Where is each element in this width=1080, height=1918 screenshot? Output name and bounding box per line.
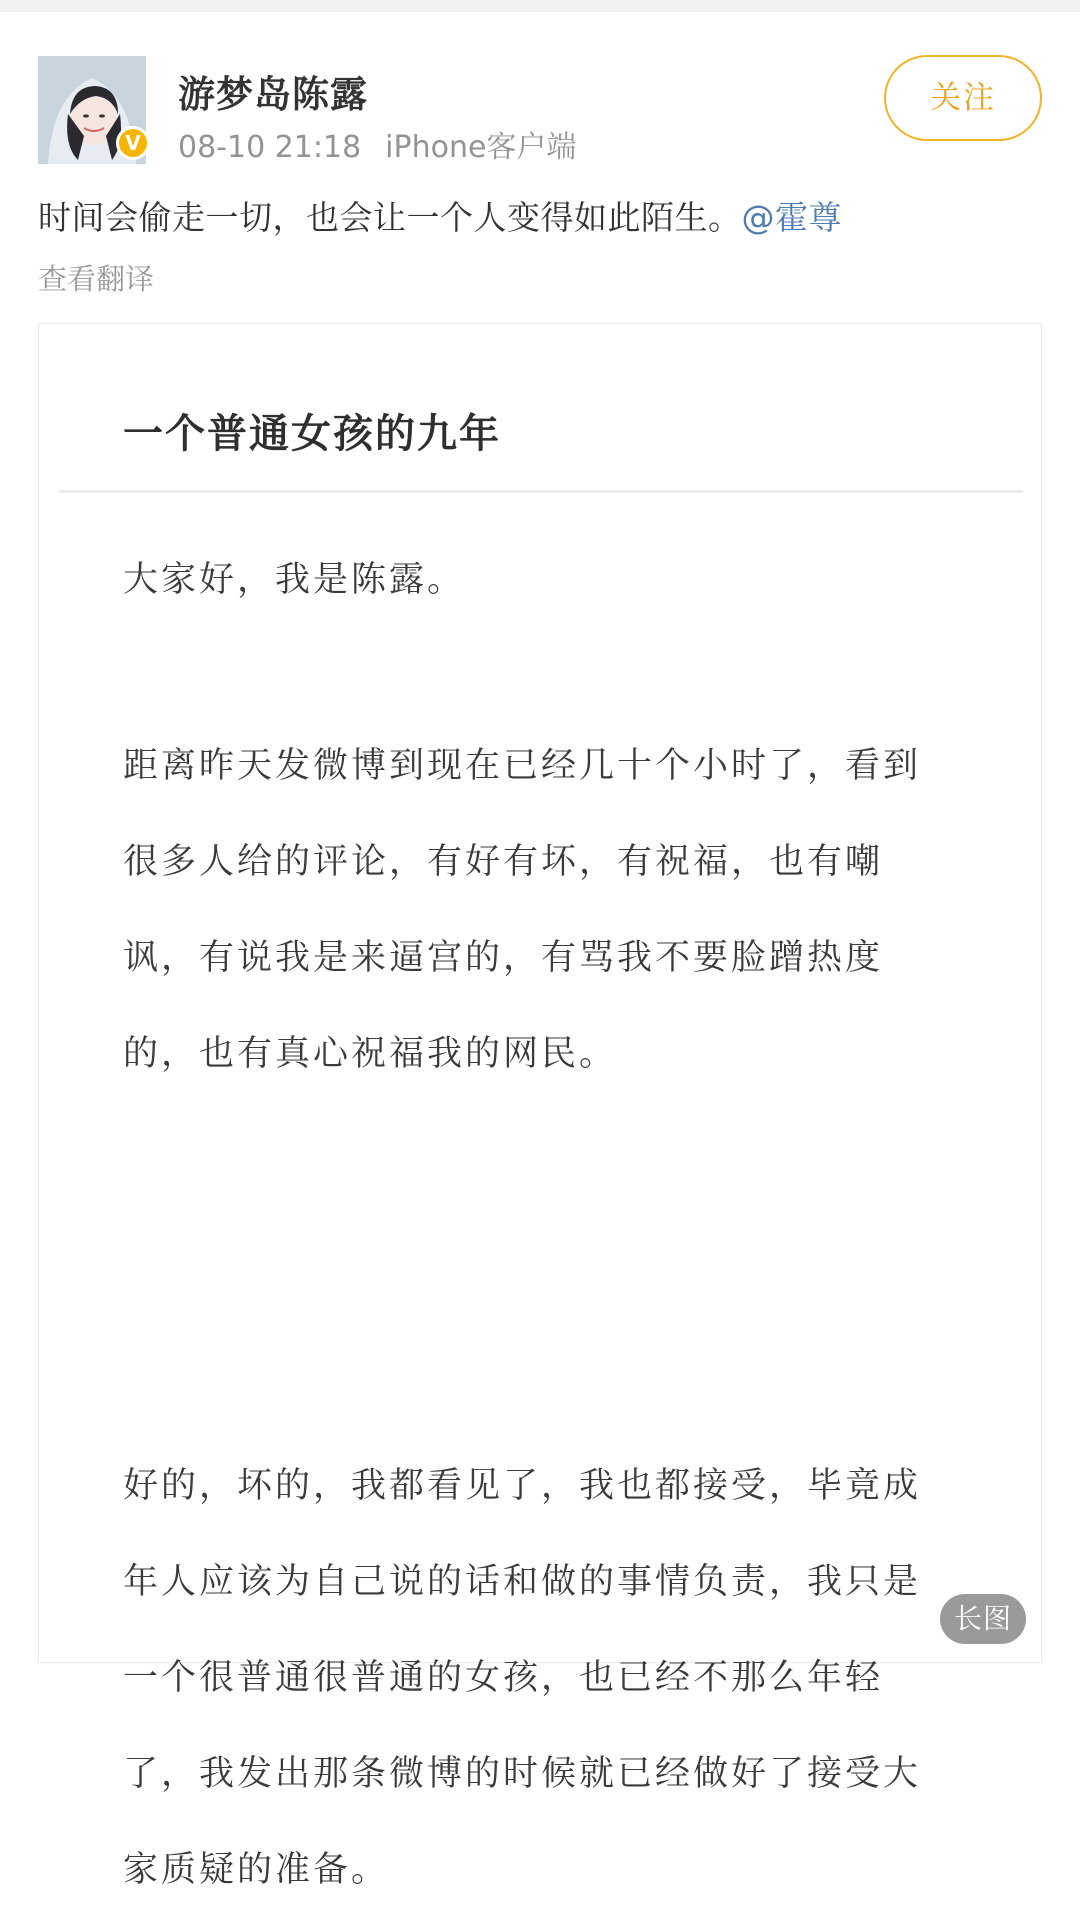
article-paragraph: 距离昨天发微博到现在已经几十个小时了，看到很多人给的评论，有好有坏，有祝福，也有嘲讽，有说我是来逼宫的，有骂我不要脸蹭热度的，也有真心祝福我的网民。: [123, 746, 922, 1074]
avatar[interactable]: [38, 56, 146, 164]
article-paragraph: 好的，坏的，我都看见了，我也都接受，毕竟成年人应该为自己说的话和做的事情负责，我只是一个很普通很普通的女孩，也已经不那么年轻了，我发出那条微博的时候就已经做好了接受大家质疑的准备。: [123, 1466, 922, 1890]
weibo-post: [0, 12, 1080, 1890]
long-image-card[interactable]: [38, 323, 1042, 1890]
mention-link[interactable]: @霍尊: [741, 198, 842, 237]
username[interactable]: 游梦岛陈露: [178, 73, 368, 116]
post-timestamp: 08-10 21:18: [178, 130, 362, 165]
title-divider: [59, 490, 1023, 493]
follow-button[interactable]: 关注: [884, 55, 1042, 141]
article-paragraph: 大家好，我是陈露。: [123, 560, 466, 600]
post-text: [38, 192, 842, 239]
long-image-badge: 长图: [940, 1594, 1026, 1644]
article-title: 一个普通女孩的九年: [123, 411, 501, 457]
verified-badge-icon: V: [116, 126, 150, 160]
post-meta: [178, 122, 576, 166]
post-body: 时间会偷走一切，也会让一个人变得如此陌生。: [38, 198, 742, 237]
top-separator: [0, 0, 1080, 12]
translate-link[interactable]: 查看翻译: [38, 262, 155, 296]
post-source: iPhone客户端: [385, 130, 577, 165]
